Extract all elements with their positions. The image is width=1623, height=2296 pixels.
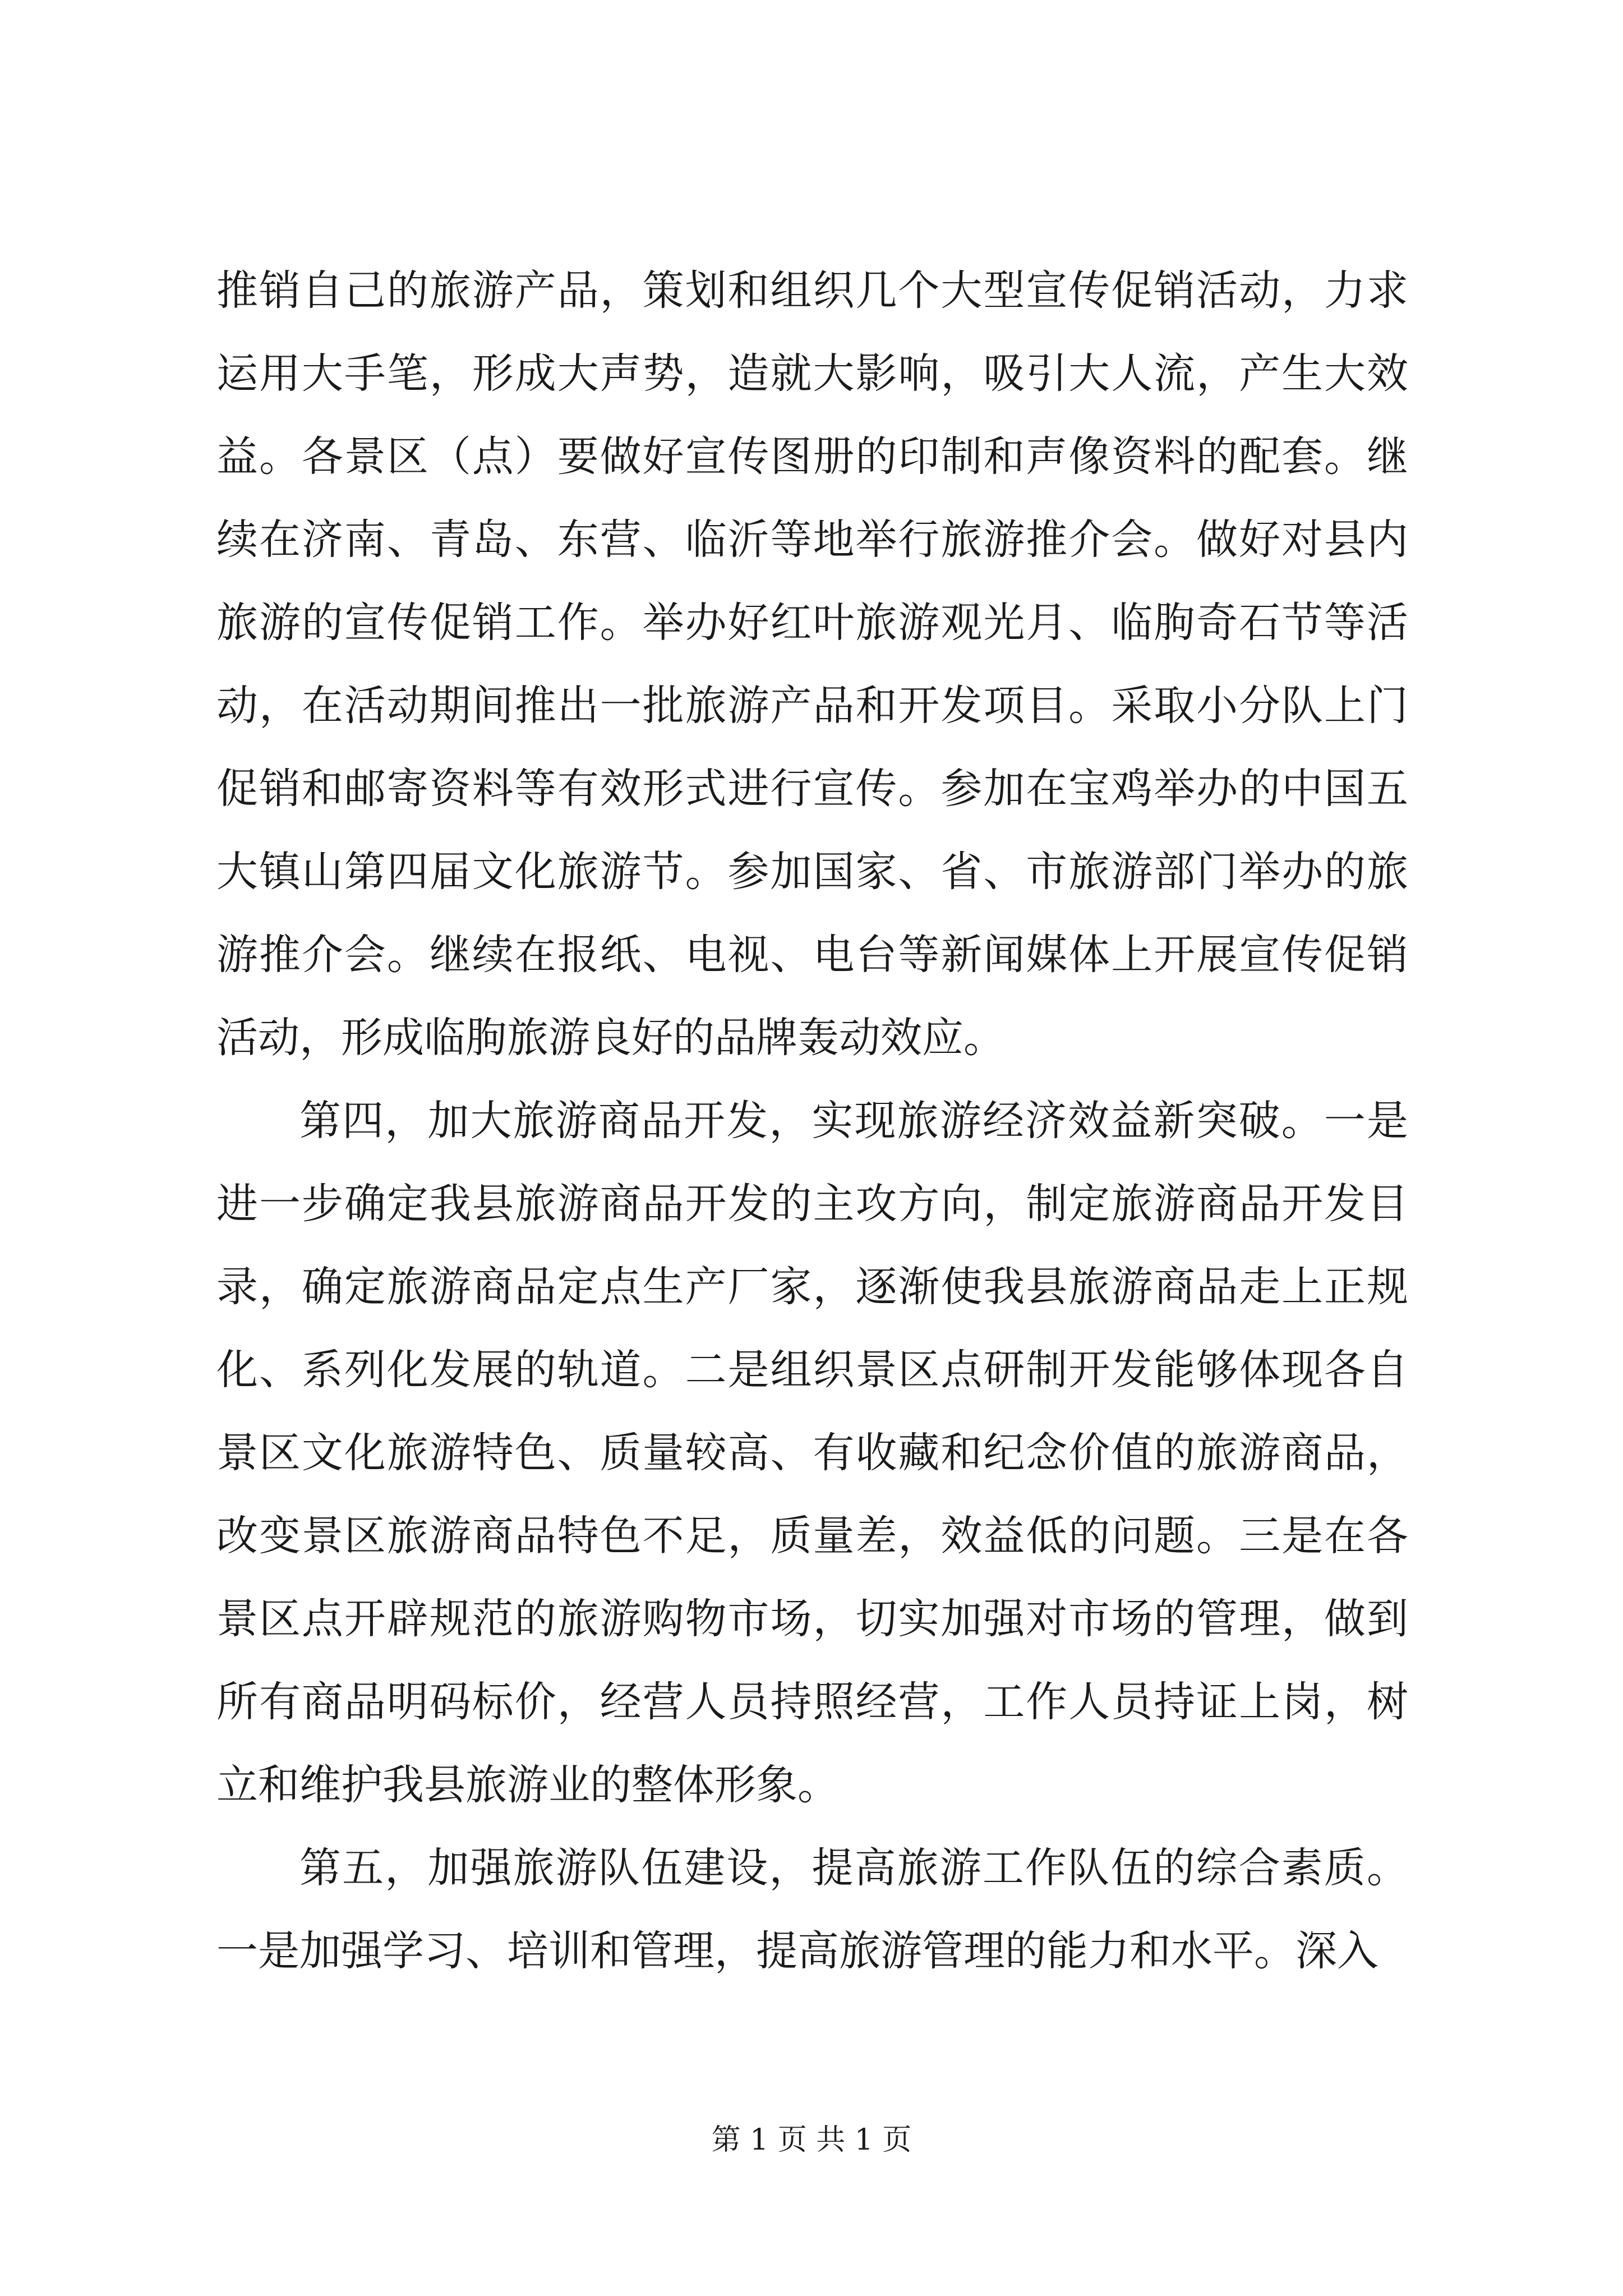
paragraph-continuation: 推销自己的旅游产品，策划和组织几个大型宣传促销活动，力求运用大手笔，形成大声势，造就大影响，吸引大人流，产生大效益。各景区（点）要做好宣传图册的印制和声像资料的配套。继续在济南、青岛、东营、临沂等地举行旅游推介会。做好对县内旅游的宣传促销工作。举办好红叶旅游观光月、临朐奇石节等活动，在活动期间推出一批旅游产品和开发项目。采取小分队上门促销和邮寄资料等有效形式进行宣传。参加在宝鸡举办的中国五大镇山第四届文化旅游节。参加国家、省、市旅游部门举办的旅游推介会。继续在报纸、电视、电台等新闻媒体上开展宣传促销活动，形成临朐旅游良好的品牌轰动效应。: [216, 266, 1408, 1062]
paragraph-fifth-point: 第五，加强旅游队伍建设，提高旅游工作队伍的综合素质。一是加强学习、培训和管理，提高旅游管理的能力和水平。深入: [216, 1844, 1408, 1975]
document-body: [216, 249, 1408, 1993]
page-footer: 第 1 页 共 1 页: [711, 2123, 912, 2157]
paragraph-fourth-point: 第四，加大旅游商品开发，实现旅游经济效益新突破。一是进一步确定我县旅游商品开发的主攻方向，制定旅游商品开发目录，确定旅游商品定点生产厂家，逐渐使我县旅游商品走上正规化、系列化发展的轨道。二是组织景区点研制开发能够体现各自景区文化旅游特色、质量较高、有收藏和纪念价值的旅游商品，改变景区旅游商品特色不足，质量差，效益低的问题。三是在各景区点开辟规范的旅游购物市场，切实加强对市场的管理，做到所有商品明码标价，经营人员持照经营，工作人员持证上岗，树立和维护我县旅游业的整体形象。: [216, 1097, 1408, 1809]
